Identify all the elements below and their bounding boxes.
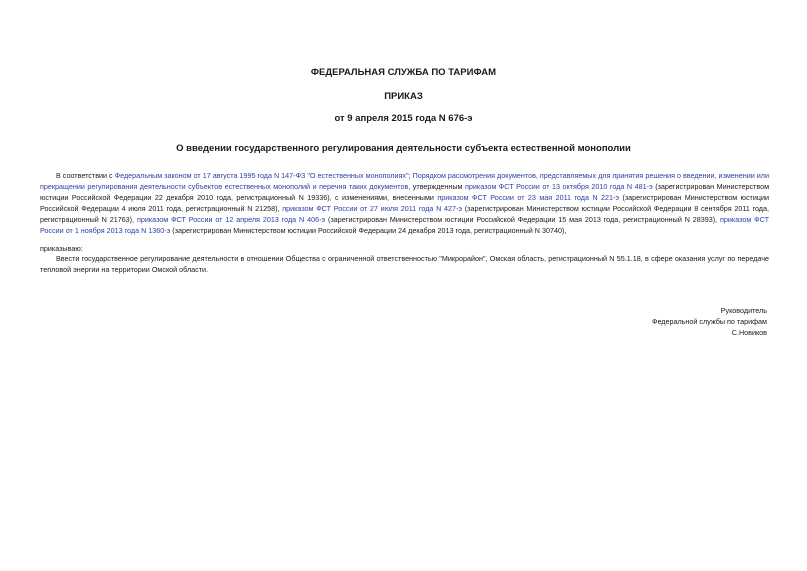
link-order-427[interactable]: приказом ФСТ России от 27 июля 2011 года N 427-э [282,203,463,213]
link-order-1360[interactable]: приказом ФСТ России от 1 ноября 2013 года N 1360-э [40,214,769,235]
signature-position-line2: Федеральной службы по тарифам [652,317,767,326]
link-procedure[interactable]: Порядком рассмотрения документов, представляемых для принятия решения о введении, изменении или прекращении регулирования деятельности субъектов естественных монополий и перечня таких документов [40,171,770,191]
document-title: О введении государственного регулирования деятельности субъекта естественной монополии [176,143,631,154]
signature-name: С.Новиков [731,328,767,337]
order-text: Ввести государственное регулирование деятельности в отношении Общества с ограниченной ответственностью "Микрорайон", Омская область, регистрационный N 55.1.18, в сфере оказания услуг по передаче тепловой энергии на территории Омской области. [40,254,769,274]
document-date-number: от 9 апреля 2015 года N 676-э [334,113,473,124]
text-segment: (зарегистрирован Министерством юстиции Российской Федерации 22 декабря 2010 года, регистрационный N 19336), с изменениями, внесенными [40,181,770,202]
preamble-text [40,171,769,236]
text-segment: (зарегистрирован Министерством юстиции Российской Федерации 15 мая 2013 года, регистрационный N 28393), [325,214,721,224]
preamble-paragraph [40,171,769,236]
link-federal-law-147[interactable]: Федеральным законом от 17 августа 1995 года N 147-ФЗ "О естественных монополиях" [114,171,409,180]
link-order-221[interactable]: приказом ФСТ России от 23 мая 2011 года N 221-э [437,192,620,202]
text-segment: ; [408,171,413,180]
text-segment: (зарегистрирован Министерством юстиции Российской Федерации 4 июля 2011 года, регистрационный N 21258), [40,192,769,213]
order-label: приказываю: [40,244,83,253]
signature-position-line1: Руководитель [720,306,767,315]
agency-name: ФЕДЕРАЛЬНАЯ СЛУЖБА ПО ТАРИФАМ [310,67,497,78]
signature-block [652,305,767,338]
text-segment: В соответствии с [56,171,115,180]
text-segment: (зарегистрирован Министерством юстиции Российской Федерации 24 декабря 2013 года, регистрационный N 30740), [170,225,567,235]
document-type: ПРИКАЗ [384,91,423,102]
text-segment: (зарегистрирован Министерством юстиции Российской Федерации 8 сентября 2011 года, регистрационный N 21763), [40,203,769,224]
text-segment: , утвержденным [408,181,465,191]
link-order-406[interactable]: приказом ФСТ России от 12 апреля 2013 года N 406-э [136,214,326,224]
link-order-481[interactable]: приказом ФСТ России от 13 октября 2010 года N 481-э [465,181,653,191]
